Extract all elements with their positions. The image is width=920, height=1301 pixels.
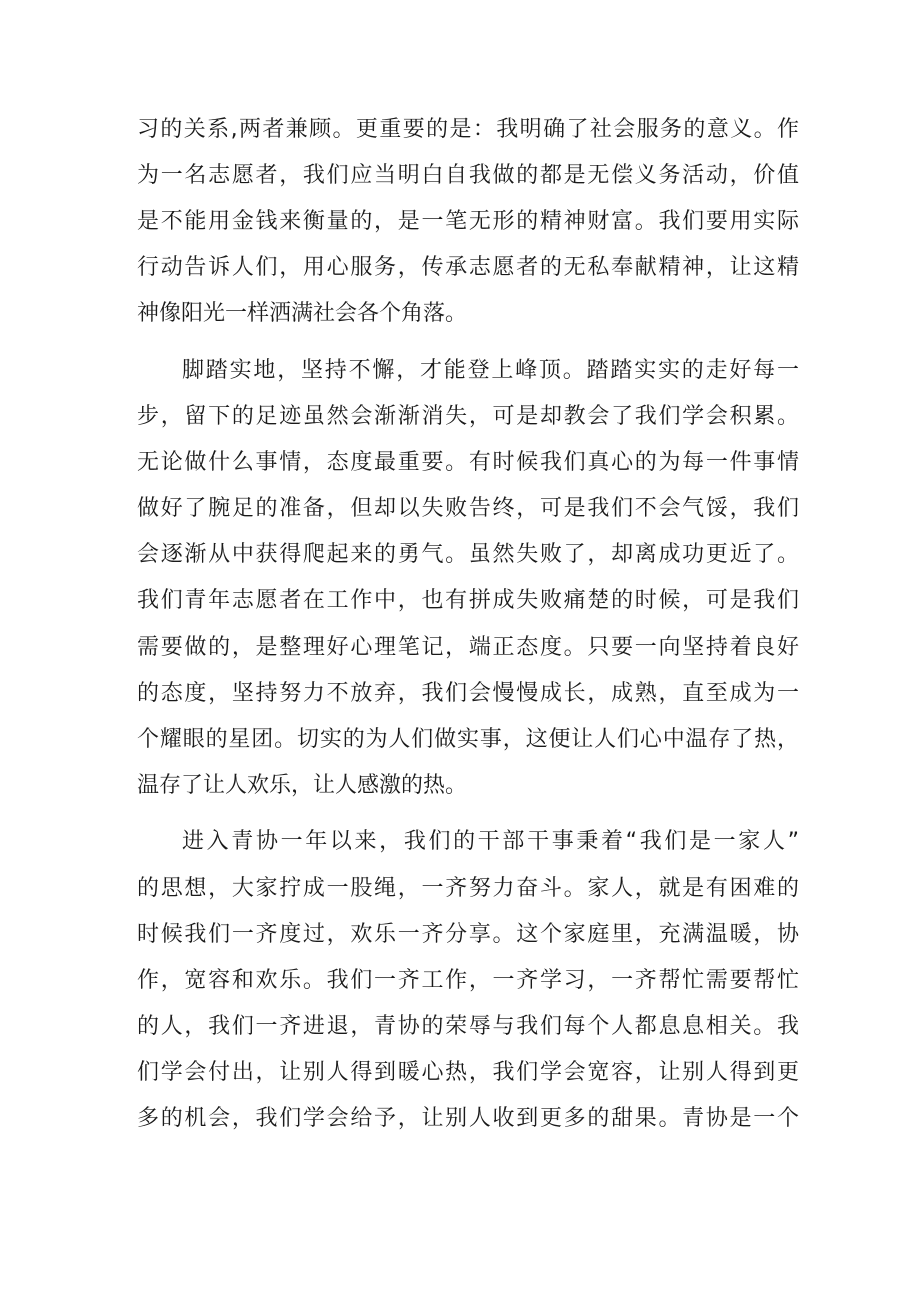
text-line: 个耀眼的星团。切实的为人们做实事，这便让人们心中温存了热， [137, 726, 799, 752]
text-line: 时候我们一齐度过，欢乐一齐分享。这个家庭里，充满温暖，协 [137, 921, 799, 947]
document-body [137, 107, 799, 1142]
text-line: 的人，我们一齐进退，青协的荣辱与我们每个人都息息相关。我 [137, 1013, 799, 1039]
text-line: 的态度，坚持努力不放弃，我们会慢慢成长，成熟，直至成为一 [137, 680, 799, 706]
text-line: 我们青年志愿者在工作中，也有拼成失败痛楚的时候，可是我们 [137, 588, 799, 614]
paragraph [137, 107, 799, 337]
text-line: 行动告诉人们，用心服务，传承志愿者的无私奉献精神，让这精 [137, 255, 799, 281]
text-line: 需要做的，是整理好心理笔记，端正态度。只要一向坚持着良好 [137, 634, 799, 660]
text-line: 神像阳光一样洒满社会各个角落。 [137, 301, 468, 327]
text-line: 习的关系,两者兼顾。更重要的是：我明确了社会服务的意义。作 [137, 117, 799, 142]
text-line: 们学会付出，让别人得到暖心热，我们学会宽容，让别人得到更 [137, 1059, 799, 1085]
text-line: 步，留下的足迹虽然会渐渐消失，可是却教会了我们学会积累。 [137, 404, 799, 430]
text-line: 进入青协一年以来，我们的干部干事秉着“我们是一家人” [182, 829, 799, 855]
text-line: 做好了腕足的准备，但却以失败告终，可是我们不会气馁，我们 [137, 496, 799, 522]
text-line: 温存了让人欢乐，让人感激的热。 [137, 772, 468, 798]
text-line: 为一名志愿者，我们应当明白自我做的都是无偿义务活动，价值 [137, 163, 799, 189]
text-line: 多的机会，我们学会给予，让别人收到更多的甜果。青协是一个 [137, 1105, 799, 1131]
paragraph [137, 348, 799, 809]
text-line: 无论做什么事情，态度最重要。有时候我们真心的为每一件事情 [137, 450, 799, 476]
text-line: 的思想，大家拧成一股绳，一齐努力奋斗。家人，就是有困难的 [137, 875, 799, 901]
text-line: 会逐渐从中获得爬起来的勇气。虽然失败了，却离成功更近了。 [137, 542, 799, 568]
text-line: 是不能用金钱来衡量的，是一笔无形的精神财富。我们要用实际 [137, 209, 799, 235]
text-line: 脚踏实地，坚持不懈，才能登上峰顶。踏踏实实的走好每一 [182, 357, 799, 383]
text-line: 作，宽容和欢乐。我们一齐工作，一齐学习，一齐帮忙需要帮忙 [137, 967, 799, 993]
paragraph [137, 819, 799, 1142]
